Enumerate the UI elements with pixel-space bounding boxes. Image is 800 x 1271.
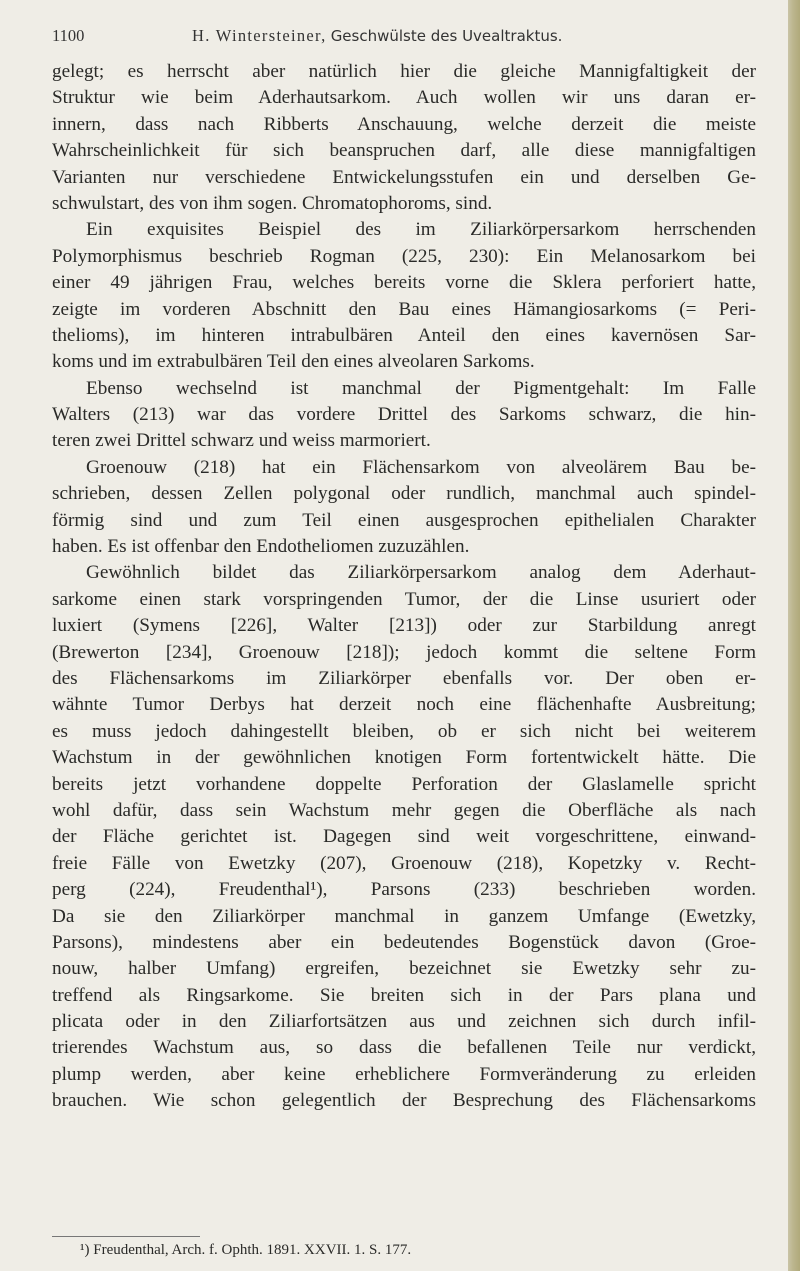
text-line: schrieben, dessen Zellen polygonal oder rundlich, manchmal auch spindel- xyxy=(52,483,756,505)
text-line: teren zwei Drittel schwarz und weiss marmoriert. xyxy=(52,430,431,452)
footnote: ¹) Freudenthal, Arch. f. Ophth. 1891. XXVII. 1. S. 177. xyxy=(80,1242,412,1258)
text-line: thelioms), im hinteren intrabulbären Anteil den eines kavernösen Sar- xyxy=(52,324,756,346)
text-line: der Fläche gerichtet ist. Dagegen sind weit vorgeschrittene, einwand- xyxy=(52,826,756,848)
text-line: Polymorphismus beschrieb Rogman (225, 230): Ein Melanosarkom bei xyxy=(52,245,756,267)
text-line: förmig sind und zum Teil einen ausgesprochen epithelialen Charakter xyxy=(52,509,756,531)
text-line: des Flächensarkoms im Ziliarkörper ebenfalls vor. Der oben er- xyxy=(52,667,756,689)
text-line: treffend als Ringsarkome. Sie breiten sich in der Pars plana und xyxy=(52,984,756,1006)
text-line: zeigte im vorderen Abschnitt den Bau eines Hämangiosarkoms (= Peri- xyxy=(52,298,756,320)
text-line: plicata oder in den Ziliarfortsätzen aus und zeichnen sich durch infil- xyxy=(52,1011,756,1033)
text-line: Wachstum in der gewöhnlichen knotigen Form fortentwickelt hätte. Die xyxy=(52,747,756,769)
running-header xyxy=(52,26,752,52)
page-edge xyxy=(788,0,800,1271)
text-line: Gewöhnlich bildet das Ziliarkörpersarkom analog dem Aderhaut- xyxy=(86,562,756,584)
text-line: innern, dass nach Ribberts Anschauung, welche derzeit die meiste xyxy=(52,113,756,135)
text-line: es muss jedoch dahingestellt bleiben, ob er sich nicht bei weiterem xyxy=(52,720,756,742)
header-title: Geschwülste des Uvealtraktus. xyxy=(330,27,563,45)
text-line: perg (224), Freudenthal¹), Parsons (233) beschrieben worden. xyxy=(52,879,756,901)
body-text xyxy=(52,59,756,1115)
text-line: plump werden, aber keine erheblichere Formveränderung zu erleiden xyxy=(52,1063,756,1085)
text-line: einer 49 jährigen Frau, welches bereits vorne die Sklera perforiert hatte, xyxy=(52,272,756,294)
text-line: brauchen. Wie schon gelegentlich der Besprechung des Flächensarkoms xyxy=(52,1090,756,1112)
text-line: Varianten nur verschiedene Entwickelungsstufen ein und derselben Ge- xyxy=(52,166,756,188)
text-line: Da sie den Ziliarkörper manchmal in ganzem Umfange (Ewetzky, xyxy=(52,905,756,927)
text-line: schwulstart, des von ihm sogen. Chromatophoroms, sind. xyxy=(52,192,493,214)
text-line: Wahrscheinlichkeit für sich beanspruchen darf, alle diese mannigfaltigen xyxy=(52,140,756,162)
text-line: Struktur wie beim Aderhautsarkom. Auch wollen wir uns daran er- xyxy=(52,87,756,109)
footnote-rule xyxy=(52,1236,200,1237)
running-title xyxy=(192,26,562,46)
text-line: Ebenso wechselnd ist manchmal der Pigmentgehalt: Im Falle xyxy=(86,377,756,399)
text-line: koms und im extrabulbären Teil den eines alveolaren Sarkoms. xyxy=(52,351,535,373)
text-line: luxiert (Symens [226], Walter [213]) oder zur Starbildung anregt xyxy=(52,615,756,637)
text-line: trierendes Wachstum aus, so dass die befallenen Teile nur verdickt, xyxy=(52,1037,756,1059)
text-line: freie Fälle von Ewetzky (207), Groenouw (218), Kopetzky v. Recht- xyxy=(52,852,756,874)
text-line: nouw, halber Umfang) ergreifen, bezeichnet sie Ewetzky sehr zu- xyxy=(52,958,756,980)
text-line: gelegt; es herrscht aber natürlich hier die gleiche Mannigfaltigkeit der xyxy=(52,61,756,82)
text-line: bereits jetzt vorhandene doppelte Perforation der Glaslamelle spricht xyxy=(52,773,756,795)
text-line: Parsons), mindestens aber ein bedeutendes Bogenstück davon (Groe- xyxy=(52,931,756,953)
text-line: wähnte Tumor Derbys hat derzeit noch eine flächenhafte Ausbreitung; xyxy=(52,694,756,716)
text-line: haben. Es ist offenbar den Endotheliomen zuzuzählen. xyxy=(52,536,470,558)
text-line: Ein exquisites Beispiel des im Ziliarkörpersarkom herrschenden xyxy=(86,219,756,241)
page-number: 1100 xyxy=(52,26,85,45)
header-author: H. Wintersteiner, xyxy=(192,26,327,45)
text-line: sarkome einen stark vorspringenden Tumor, der die Linse usuriert oder xyxy=(52,588,756,610)
text-line: (Brewerton [234], Groenouw [218]); jedoch kommt die seltene Form xyxy=(52,641,756,663)
text-line: Walters (213) war das vordere Drittel des Sarkoms schwarz, die hin- xyxy=(52,404,756,426)
text-line: wohl dafür, dass sein Wachstum mehr gegen die Oberfläche als nach xyxy=(52,799,756,821)
text-line: Groenouw (218) hat ein Flächensarkom von alveolärem Bau be- xyxy=(86,456,756,478)
